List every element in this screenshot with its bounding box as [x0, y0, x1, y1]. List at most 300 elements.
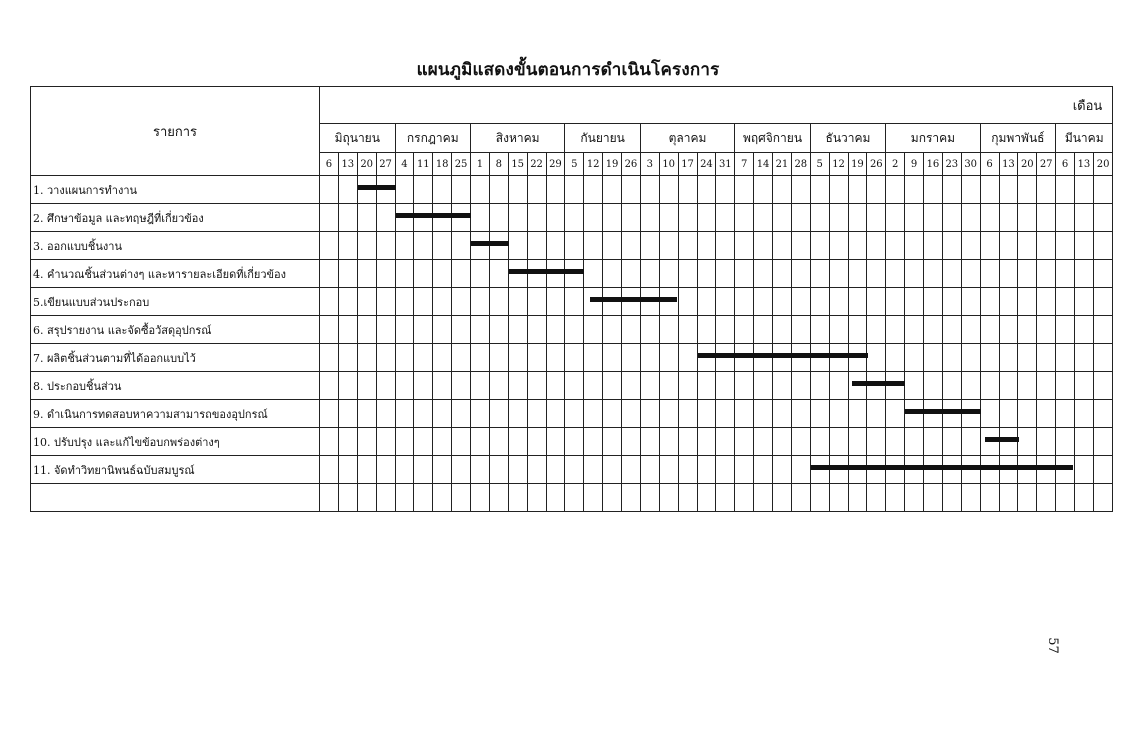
week-cell — [678, 344, 697, 372]
week-cell — [414, 288, 433, 316]
week-cell — [886, 344, 905, 372]
week-cell — [603, 428, 622, 456]
week-cell — [320, 176, 339, 204]
week-cell — [905, 232, 924, 260]
week-cell — [452, 232, 471, 260]
week-cell — [1056, 344, 1075, 372]
week-cell — [810, 176, 829, 204]
week-header: 20 — [357, 153, 376, 176]
week-cell — [867, 400, 886, 428]
week-cell — [754, 176, 773, 204]
week-cell — [527, 288, 546, 316]
week-cell — [433, 484, 452, 512]
week-header: 13 — [999, 153, 1018, 176]
week-cell — [1037, 428, 1056, 456]
week-cell — [810, 372, 829, 400]
week-cell — [754, 372, 773, 400]
week-cell — [961, 176, 980, 204]
week-cell — [924, 232, 943, 260]
week-cell — [1037, 400, 1056, 428]
week-cell — [546, 344, 565, 372]
week-cell — [678, 428, 697, 456]
week-cell — [848, 288, 867, 316]
week-cell — [452, 400, 471, 428]
week-cell — [622, 260, 641, 288]
week-cell — [584, 204, 603, 232]
week-header: 25 — [452, 153, 471, 176]
week-cell — [848, 204, 867, 232]
task-label: 8. ประกอบชิ้นส่วน — [31, 372, 320, 400]
week-cell — [678, 456, 697, 484]
week-cell — [546, 372, 565, 400]
week-cell — [1018, 344, 1037, 372]
week-cell — [924, 372, 943, 400]
task-label: 4. คำนวณชิ้นส่วนต่างๆ และหารายละเอียดที่เกี่ยวข้อง — [31, 260, 320, 288]
task-label: 3. ออกแบบชิ้นงาน — [31, 232, 320, 260]
week-header: 15 — [508, 153, 527, 176]
task-label: 10. ปรับปรุง และแก้ไขข้อบกพร่องต่างๆ — [31, 428, 320, 456]
week-cell — [546, 428, 565, 456]
week-cell — [1018, 204, 1037, 232]
week-cell — [1037, 176, 1056, 204]
week-cell — [924, 204, 943, 232]
week-cell — [773, 484, 792, 512]
week-cell — [961, 204, 980, 232]
task-bar — [852, 381, 905, 386]
week-cell — [471, 204, 490, 232]
week-cell — [848, 484, 867, 512]
week-cell — [1056, 316, 1075, 344]
week-cell — [773, 456, 792, 484]
week-cell — [1093, 484, 1112, 512]
week-cell — [1018, 428, 1037, 456]
week-header: 26 — [867, 153, 886, 176]
week-cell — [678, 372, 697, 400]
week-cell — [886, 204, 905, 232]
week-cell — [357, 232, 376, 260]
week-cell — [659, 316, 678, 344]
week-cell — [433, 288, 452, 316]
week-cell — [1037, 288, 1056, 316]
week-cell — [527, 400, 546, 428]
week-cell — [999, 232, 1018, 260]
week-cell — [716, 456, 735, 484]
week-cell — [697, 260, 716, 288]
week-cell — [1056, 260, 1075, 288]
week-header: 13 — [1075, 153, 1094, 176]
week-cell — [320, 204, 339, 232]
week-cell — [546, 176, 565, 204]
week-cell — [508, 232, 527, 260]
week-header: 14 — [754, 153, 773, 176]
week-cell — [697, 372, 716, 400]
week-cell — [697, 456, 716, 484]
week-header: 19 — [603, 153, 622, 176]
week-cell — [810, 400, 829, 428]
week-cell — [867, 484, 886, 512]
week-cell — [942, 344, 961, 372]
week-cell — [584, 484, 603, 512]
week-cell — [754, 484, 773, 512]
week-cell — [773, 400, 792, 428]
week-header: 29 — [546, 153, 565, 176]
week-cell — [338, 400, 357, 428]
week-cell — [357, 260, 376, 288]
week-header: 27 — [1037, 153, 1056, 176]
week-cell — [924, 260, 943, 288]
week-cell — [999, 344, 1018, 372]
task-row — [31, 372, 1113, 400]
week-cell — [905, 204, 924, 232]
week-cell — [433, 344, 452, 372]
task-label — [31, 484, 320, 512]
week-cell — [640, 456, 659, 484]
week-cell — [527, 232, 546, 260]
week-cell — [754, 400, 773, 428]
week-header: 1 — [471, 153, 490, 176]
week-cell — [791, 232, 810, 260]
week-cell — [961, 344, 980, 372]
week-cell — [1075, 400, 1094, 428]
week-cell — [395, 260, 414, 288]
week-cell — [659, 260, 678, 288]
week-cell — [603, 400, 622, 428]
week-cell — [886, 400, 905, 428]
week-cell — [357, 428, 376, 456]
week-header: 20 — [1093, 153, 1112, 176]
week-cell — [1075, 176, 1094, 204]
week-cell — [1093, 344, 1112, 372]
week-header: 5 — [810, 153, 829, 176]
week-cell — [867, 428, 886, 456]
week-cell — [565, 484, 584, 512]
week-cell — [886, 176, 905, 204]
week-cell — [1018, 260, 1037, 288]
week-cell — [716, 316, 735, 344]
week-header: 8 — [489, 153, 508, 176]
task-bar — [396, 213, 472, 218]
week-cell — [489, 288, 508, 316]
week-cell — [357, 204, 376, 232]
week-cell — [773, 428, 792, 456]
week-cell — [980, 372, 999, 400]
week-cell — [980, 316, 999, 344]
week-cell — [829, 372, 848, 400]
page-number: 57 — [1044, 637, 1060, 654]
week-cell — [791, 204, 810, 232]
week-cell — [754, 456, 773, 484]
week-cell — [395, 428, 414, 456]
week-cell — [678, 316, 697, 344]
week-cell — [1093, 316, 1112, 344]
week-cell — [489, 400, 508, 428]
week-cell — [886, 484, 905, 512]
week-cell — [1056, 372, 1075, 400]
week-cell — [678, 484, 697, 512]
task-row — [31, 316, 1113, 344]
week-cell — [942, 316, 961, 344]
week-cell — [320, 288, 339, 316]
week-cell — [735, 204, 754, 232]
week-cell — [980, 400, 999, 428]
week-cell — [320, 344, 339, 372]
week-cell — [829, 400, 848, 428]
week-cell — [376, 372, 395, 400]
week-cell — [622, 400, 641, 428]
week-cell — [716, 260, 735, 288]
task-label: 7. ผลิตชิ้นส่วนตามที่ได้ออกแบบไว้ — [31, 344, 320, 372]
week-cell — [565, 176, 584, 204]
week-cell — [716, 484, 735, 512]
week-cell — [697, 484, 716, 512]
week-cell — [1037, 484, 1056, 512]
week-cell — [867, 232, 886, 260]
week-cell — [905, 260, 924, 288]
week-cell — [357, 316, 376, 344]
week-cell — [999, 400, 1018, 428]
week-cell — [376, 260, 395, 288]
task-row — [31, 428, 1113, 456]
week-cell — [1093, 176, 1112, 204]
week-cell — [735, 484, 754, 512]
week-cell — [433, 456, 452, 484]
week-cell — [452, 316, 471, 344]
week-cell — [810, 288, 829, 316]
week-cell — [433, 176, 452, 204]
week-cell — [471, 176, 490, 204]
week-header: 13 — [338, 153, 357, 176]
week-cell — [546, 232, 565, 260]
week-cell — [791, 484, 810, 512]
week-cell — [905, 372, 924, 400]
week-cell — [829, 484, 848, 512]
week-cell — [924, 428, 943, 456]
week-cell — [508, 344, 527, 372]
week-cell — [659, 344, 678, 372]
week-cell — [603, 232, 622, 260]
week-cell — [773, 232, 792, 260]
week-cell — [1018, 232, 1037, 260]
week-cell — [659, 232, 678, 260]
week-cell — [433, 400, 452, 428]
week-cell — [640, 316, 659, 344]
week-cell — [527, 176, 546, 204]
week-cell — [376, 344, 395, 372]
week-cell — [640, 372, 659, 400]
week-header: 24 — [697, 153, 716, 176]
task-row — [31, 204, 1113, 232]
week-cell — [622, 204, 641, 232]
month-header: มีนาคม — [1056, 124, 1113, 153]
week-cell — [754, 260, 773, 288]
week-cell — [942, 176, 961, 204]
week-cell — [527, 204, 546, 232]
week-cell — [829, 232, 848, 260]
week-cell — [791, 400, 810, 428]
week-cell — [565, 344, 584, 372]
task-label: 1. วางแผนการทำงาน — [31, 176, 320, 204]
week-cell — [810, 484, 829, 512]
week-cell — [1075, 344, 1094, 372]
week-cell — [357, 484, 376, 512]
week-cell — [622, 428, 641, 456]
week-cell — [999, 260, 1018, 288]
week-cell — [395, 344, 414, 372]
week-header: 18 — [433, 153, 452, 176]
week-cell — [489, 204, 508, 232]
week-cell — [603, 176, 622, 204]
week-cell — [640, 232, 659, 260]
week-cell — [471, 316, 490, 344]
week-header: 10 — [659, 153, 678, 176]
week-cell — [980, 204, 999, 232]
week-cell — [452, 484, 471, 512]
week-cell — [773, 260, 792, 288]
week-cell — [508, 456, 527, 484]
week-header: 23 — [942, 153, 961, 176]
week-cell — [527, 316, 546, 344]
week-cell — [584, 260, 603, 288]
week-cell — [735, 372, 754, 400]
week-cell — [414, 260, 433, 288]
week-cell — [999, 204, 1018, 232]
week-cell — [1056, 288, 1075, 316]
task-row — [31, 456, 1113, 484]
week-cell — [338, 260, 357, 288]
week-cell — [1018, 484, 1037, 512]
week-cell — [622, 484, 641, 512]
week-cell — [489, 428, 508, 456]
week-cell — [395, 456, 414, 484]
week-cell — [433, 372, 452, 400]
week-cell — [1093, 372, 1112, 400]
week-cell — [810, 316, 829, 344]
week-cell — [622, 316, 641, 344]
week-cell — [338, 484, 357, 512]
week-cell — [489, 316, 508, 344]
week-cell — [999, 288, 1018, 316]
week-cell — [640, 176, 659, 204]
week-cell — [338, 232, 357, 260]
week-cell — [603, 484, 622, 512]
week-cell — [1093, 428, 1112, 456]
week-cell — [754, 232, 773, 260]
week-cell — [961, 372, 980, 400]
week-cell — [867, 176, 886, 204]
week-cell — [924, 484, 943, 512]
week-header: 21 — [773, 153, 792, 176]
week-cell — [395, 372, 414, 400]
week-cell — [622, 232, 641, 260]
task-label: 11. จัดทำวิทยานิพนธ์ฉบับสมบูรณ์ — [31, 456, 320, 484]
week-cell — [527, 484, 546, 512]
week-cell — [924, 344, 943, 372]
week-cell — [810, 204, 829, 232]
week-cell — [829, 204, 848, 232]
week-cell — [980, 484, 999, 512]
week-header: 26 — [622, 153, 641, 176]
week-header: 3 — [640, 153, 659, 176]
week-cell — [527, 344, 546, 372]
week-cell — [1018, 176, 1037, 204]
month-header: ธันวาคม — [810, 124, 886, 153]
week-cell — [565, 456, 584, 484]
month-header: กุมพาพันธ์ — [980, 124, 1056, 153]
week-cell — [1093, 400, 1112, 428]
month-header: กรกฎาคม — [395, 124, 471, 153]
task-label: 9. ดำเนินการทดสอบหาความสามารถของอุปกรณ์ — [31, 400, 320, 428]
week-cell — [773, 316, 792, 344]
week-cell — [754, 204, 773, 232]
week-cell — [942, 232, 961, 260]
week-cell — [1056, 484, 1075, 512]
week-cell — [640, 484, 659, 512]
week-cell — [414, 400, 433, 428]
week-cell — [735, 176, 754, 204]
week-cell — [1018, 288, 1037, 316]
week-cell — [508, 176, 527, 204]
week-header: 6 — [320, 153, 339, 176]
week-cell — [942, 204, 961, 232]
week-cell — [508, 316, 527, 344]
week-cell — [1093, 204, 1112, 232]
week-cell — [395, 176, 414, 204]
week-cell — [791, 176, 810, 204]
week-cell — [1018, 316, 1037, 344]
week-cell — [489, 260, 508, 288]
week-cell — [773, 176, 792, 204]
week-cell — [999, 372, 1018, 400]
week-cell — [735, 316, 754, 344]
week-cell — [810, 232, 829, 260]
week-cell — [584, 372, 603, 400]
week-cell — [471, 372, 490, 400]
week-cell — [546, 316, 565, 344]
week-cell — [1056, 400, 1075, 428]
week-cell — [791, 288, 810, 316]
week-cell — [905, 484, 924, 512]
week-cell — [489, 484, 508, 512]
week-header: 5 — [565, 153, 584, 176]
week-header: 6 — [980, 153, 999, 176]
week-cell — [622, 344, 641, 372]
week-cell — [1056, 232, 1075, 260]
week-cell — [697, 288, 716, 316]
task-bar — [471, 241, 509, 246]
week-cell — [980, 288, 999, 316]
item-column-header: รายการ — [31, 87, 320, 176]
week-cell — [376, 232, 395, 260]
week-cell — [735, 260, 754, 288]
week-cell — [489, 456, 508, 484]
week-cell — [584, 176, 603, 204]
week-cell — [395, 316, 414, 344]
week-header: 2 — [886, 153, 905, 176]
week-cell — [376, 400, 395, 428]
week-cell — [867, 316, 886, 344]
week-cell — [1075, 428, 1094, 456]
week-cell — [338, 456, 357, 484]
week-cell — [1075, 316, 1094, 344]
week-cell — [320, 484, 339, 512]
week-cell — [508, 484, 527, 512]
month-header: มกราคม — [886, 124, 980, 153]
week-cell — [1037, 204, 1056, 232]
week-cell — [961, 232, 980, 260]
week-cell — [603, 260, 622, 288]
week-header: 4 — [395, 153, 414, 176]
week-cell — [489, 176, 508, 204]
